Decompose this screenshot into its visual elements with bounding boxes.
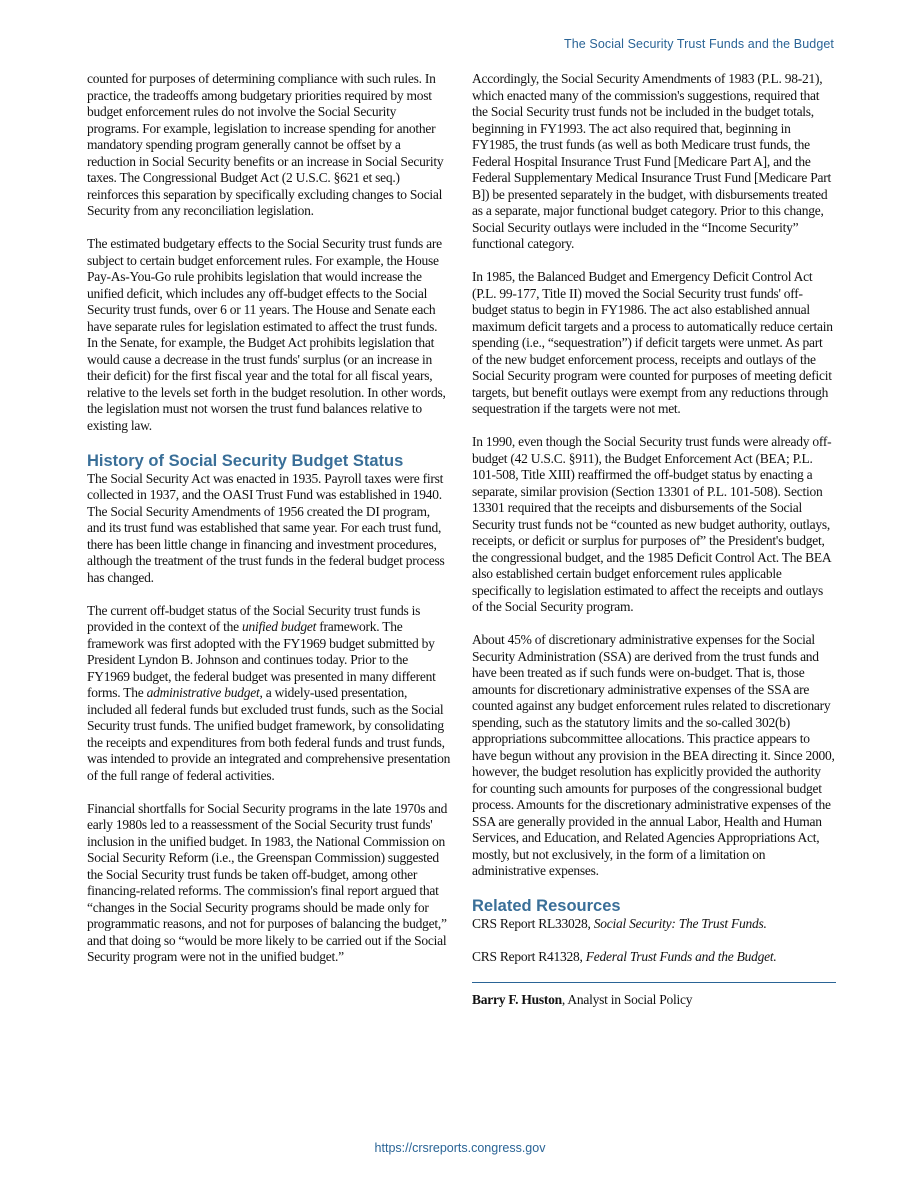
author-role: , Analyst in Social Policy: [561, 992, 693, 1007]
footer-url-link[interactable]: https://crsreports.congress.gov: [374, 1141, 546, 1155]
related-resources-heading: Related Resources: [472, 897, 621, 915]
report-title-link[interactable]: Federal Trust Funds and the Budget.: [585, 949, 777, 964]
left-column: [87, 71, 451, 966]
paragraph: The estimated budgetary effects to the Social Security trust funds are subject to certain budget enforcement rules. For example, the House Pay-As-You-Go rule prohibits legislation that would increase the unified deficit, which includes any off-budget effects to the Social Security trust funds, over 6 or 11 years. The House and Senate each have separate rules for legislation estimated to affect the trust funds. In the Senate, for example, the Budget Act prohibits legislation that would cause a decrease in the trust funds' surplus (or an increase in their deficit) for the first fiscal year and the total for all fiscal years, relative to the levels set forth in the budget resolution. In other words, the legislation must not worsen the trust fund balances relative to existing law.: [87, 236, 446, 433]
paragraph: Financial shortfalls for Social Security programs in the late 1970s and early 1980s led to a reassessment of the Social Security trust funds' inclusion in the unified budget. In 1983, the National Commission on Social Security Reform (i.e., the Greenspan Commission) suggested the Social Security trust funds be taken off-budget, among other financing-related reforms. The commission's final report argued that “changes in the Social Security programs should be made only for programmatic reasons, and not for purposes of balancing the budget,” and that doing so “would be more likely to be carried out if the Social Security program were not in the unified budget.”: [87, 800, 448, 964]
paragraph: The Social Security Act was enacted in 1935. Payroll taxes were first collected in 1937, and the OASI Trust Fund was established in 1940. The Social Security Amendments of 1956 created the DI program, and its trust fund was established that same year. For each trust fund, there has been little change in financing and investment procedures, although the treatment of the trust funds in the federal budget process has changed.: [87, 470, 445, 585]
report-title-link[interactable]: Social Security: The Trust Funds.: [593, 916, 767, 931]
report-number: CRS Report RL33028,: [472, 916, 594, 931]
text-run: framework. The framework was first adopted with the FY1969 budget submitted by President Lyndon B. Johnson and continues today. Prior to the FY1969 budget, the federal budget was presented in many different forms. The: [87, 619, 436, 700]
running-header: The Social Security Trust Funds and the Budget: [563, 37, 834, 51]
text-run: , a widely-used presentation, included all federal funds but excluded trust funds, such as the Social Security trust funds. The unified budget framework, by consolidating the receipts and expenditures from both federal funds and trust funds, was intended to provide an integrated and comprehensive presentation of the full range of federal activities.: [87, 685, 451, 783]
paragraph: In 1985, the Balanced Budget and Emergency Deficit Control Act (P.L. 99-177, Title II) moved the Social Security trust funds' off-budget status to begin in FY1986. The act also established annual maximum deficit targets and a process to automatically reduce certain spending (i.e., “sequestration”) if deficit targets were unmet. As part of the new budget enforcement process, receipts and outlays of the Social Security program were counted for purposes of meeting deficit targets, but benefit outlays were exempt from any reductions through sequestration if the targets were not met.: [472, 269, 833, 416]
paragraph: Accordingly, the Social Security Amendments of 1983 (P.L. 98-21), which enacted many of the commission's suggestions, required that the Social Security trust funds not be included in the budget totals, beginning in FY1993. The act also required that, beginning in FY1985, the trust funds (as well as both Medicare trust funds, the Federal Hospital Insurance Trust Fund [Medicare Part A], and the Federal Supplementary Medical Insurance Trust Fund [Medicare Part B]) be presented separately in the budget, with disbursements treated as a separate, major functional budget category. Prior to this change, Social Security outlays were included in the “Income Security” functional category.: [472, 71, 832, 251]
report-number: CRS Report R41328,: [472, 949, 586, 964]
author-divider: [472, 982, 836, 983]
author-name: Barry F. Huston: [472, 992, 562, 1007]
right-column: [472, 71, 836, 1025]
paragraph: In 1990, even though the Social Security trust funds were already off-budget (42 U.S.C. §911), the Budget Enforcement Act (BEA; P.L. 101-508, Title XIII) reaffirmed the off-budget status by enacting a separate, similar provision (Section 13301 of P.L. 101-508). Section 13301 required that the receipts and disbursements of the Social Security trust funds not be “counted as new budget authority, outlays, receipts, or deficit or surplus for purposes of” the President's budget, the congressional budget, and the 1985 Deficit Control Act. The BEA also established certain budget enforcement rules applicable specifically to legislation estimated to affect the receipts and outlays of the Social Security program.: [472, 434, 832, 614]
italic-term: unified budget: [241, 619, 317, 634]
resource-item: [472, 949, 836, 966]
italic-term: administrative budget: [146, 685, 260, 700]
text-run: The current off-budget status of the Social Security trust funds is provided in the context of the: [87, 602, 421, 634]
history-section-heading: History of Social Security Budget Status: [87, 451, 404, 470]
paragraph: About 45% of discretionary administrative expenses for the Social Security Administration (SSA) are derived from the trust funds and have been treated as if such funds were on-budget. That is, those amounts for discretionary administrative expenses of the SSA are counted against any budget enforcement rules related to discretionary spending, such as the statutory limits and the so-called 302(b) appropriations subcommittee allocations. This practice appears to have begun without any provision in the BEA directing it. Since 2000, however, the budget resolution has explicitly provided the authority for counting such amounts for purposes of the congressional budget process. Amounts for the discretionary administrative expenses of the SSA are generally provided in the annual Labor, Health and Human Services, and Education, and Related Agencies Appropriations Act, mostly, but not exclusively, in the form of a limitation on administrative expenses.: [472, 632, 835, 878]
resource-item: [472, 916, 836, 933]
author-line: [472, 992, 836, 1009]
paragraph: counted for purposes of determining compliance with such rules. In practice, the tradeoffs among budgetary priorities required by most budget enforcement rules do not involve the Social Security programs. For example, legislation to increase spending for another mandatory spending program generally cannot be offset by a reduction in Social Security benefits or an increase in Social Security taxes. The Congressional Budget Act (2 U.S.C. §621 et seq.) reinforces this separation by specifically excluding changes to Social Security from any reconciliation legislation.: [87, 71, 444, 218]
paragraph-unified-budget: [87, 603, 451, 785]
